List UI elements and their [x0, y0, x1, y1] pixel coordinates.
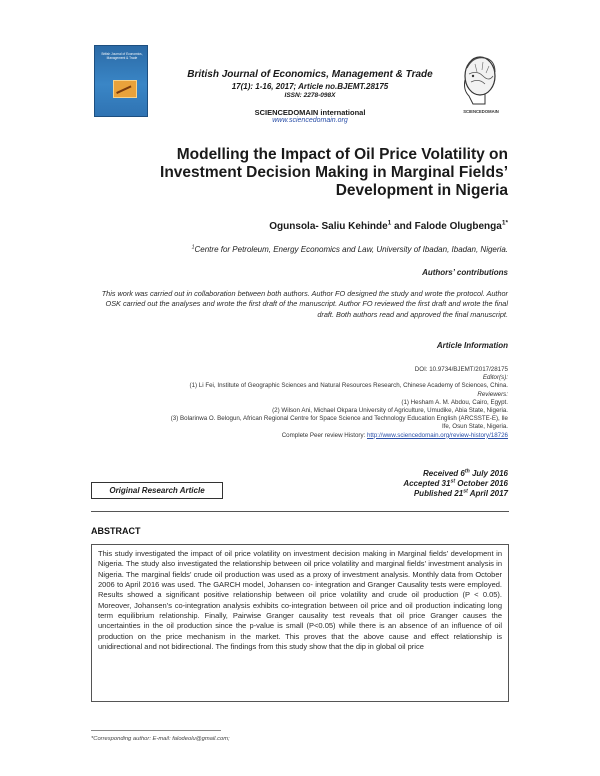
received-sup: th: [464, 468, 470, 475]
affiliation-mark: 1: [191, 244, 195, 251]
journal-cover-image: [94, 45, 148, 117]
publication-dates: [300, 469, 508, 499]
cover-title: British Journal of Economics, Management & Trade: [101, 52, 143, 60]
journal-name: British Journal of Economics, Management & Trade: [187, 69, 433, 80]
review-history: [96, 432, 508, 440]
author-1: Ogunsola- Saliu Kehinde: [269, 221, 388, 232]
accepted-date: [300, 479, 508, 489]
review-history-label: Complete Peer review History:: [281, 431, 367, 439]
author-2: Falode Olugbenga: [414, 221, 502, 232]
article-info-block: [96, 366, 508, 440]
reviewer-1: (1) Hesham A. M. Abdou, Cairo, Egypt.: [401, 398, 508, 406]
author-2-affiliation-mark: 1*: [501, 219, 508, 227]
accepted-rest: October 2016: [455, 479, 508, 488]
author-separator: and: [391, 221, 415, 232]
received-rest: July 2016: [469, 469, 508, 478]
cover-chart-graphic: [113, 80, 137, 98]
publisher-logo-icon: [455, 46, 505, 110]
contributions-text: This work was carried out in collaboration between both authors. Author FO designed the study and wrote the protocol. Author OSK carried out the analyses and wrote the first draft of the manuscript. Author FO reviewed the first draft and wrote the final draft. Both authors read and approved the final manuscript.: [101, 289, 508, 319]
publisher-name: SCIENCEDOMAIN international: [254, 108, 366, 117]
journal-volume-line: 17(1): 1-16, 2017; Article no.BJEMT.28175: [231, 82, 389, 91]
published-rest: April 2017: [467, 489, 508, 498]
author-1-affiliation-mark: 1: [387, 219, 392, 227]
contributions-heading: Authors’ contributions: [422, 268, 508, 277]
reviewers-label: Reviewers:: [477, 390, 508, 398]
editors-label: Editor(s):: [482, 374, 508, 382]
abstract-heading: ABSTRACT: [91, 526, 141, 536]
article-info-heading: Article Information: [436, 341, 508, 350]
accepted-label: Accepted 31: [403, 479, 451, 488]
received-label: Received 6: [423, 469, 465, 478]
abstract-text: This study investigated the impact of oil price volatility on investment decision making in Marginal fields’ development in Nigeria. The study also investigated the relationship between oil price volatility and marginal fields’ investment analysis in Nigeria. The marginal fields’ crude oil production was used as a proxy of investment analysis. Monthly data from October 2006 to April 2016 was used. The GARCH model, Johansen co- integration and Granger Causality tests were employed. Results showed a significant positive relationship between oil price volatility and crude oil production (P < 0.05). Moreover, Johansen’s co-integration analysis exhibits co-integration between oil price and oil production indicating long term equilibrium relationship. Finally, Pairwise Granger causality test reveals that oil price Granger causes the uncertainties in the oil production since the p-value is small (P<0.05) while there is an absence of an influence of oil production on the price mechanism in the market. This proves that the above cause and effect relationship is unidirectional and not bidirectional. The findings from this study show that the dip in global oil price: [91, 544, 509, 702]
published-date: [300, 489, 508, 499]
review-history-link[interactable]: http://www.sciencedomain.org/review-history/18726: [366, 431, 508, 439]
published-sup: st: [463, 488, 468, 495]
section-divider: [91, 511, 509, 512]
reviewer-3: (3) Bolarinwa O. Belogun, African Regional Centre for Space Science and Technology Education English (ARCSSTE-E), Ile: [170, 415, 508, 423]
publisher-url-link[interactable]: www.sciencedomain.org: [272, 117, 348, 124]
received-date: [300, 469, 508, 479]
editor-1: (1) Li Fei, Institute of Geographic Sciences and Natural Resources Research, Chinese Academy of Sciences, China.: [189, 382, 508, 390]
author-line: [150, 221, 508, 232]
publisher-logo-label: SCIENCEDOMAIN: [463, 109, 499, 114]
reviewer-3-cont: Ife, Osun State, Nigeria.: [441, 423, 508, 431]
corresponding-author-footnote: *Corresponding author: E-mail: falodeolu@gmail.com;: [91, 736, 230, 742]
journal-issn: ISSN: 2278-098X: [284, 92, 336, 99]
affiliation-text: Centre for Petroleum, Energy Economics and Law, University of Ibadan, Ibadan, Nigeria.: [194, 245, 508, 254]
reviewer-2: (2) Wilson Ani, Michael Okpara University of Agriculture, Umudike, Abia State, Nigeria.: [272, 407, 508, 415]
article-type-badge: Original Research Article: [91, 482, 223, 499]
affiliation: [100, 245, 508, 254]
published-label: Published 21: [413, 489, 464, 498]
doi: DOI: 10.9734/BJEMT/2017/28175: [414, 366, 508, 373]
accepted-sup: st: [450, 478, 456, 485]
footnote-divider: [91, 730, 221, 731]
paper-title: Modelling the Impact of Oil Price Volatility on Investment Decision Making in Marginal Fields’ Development in Nigeria: [160, 146, 508, 199]
